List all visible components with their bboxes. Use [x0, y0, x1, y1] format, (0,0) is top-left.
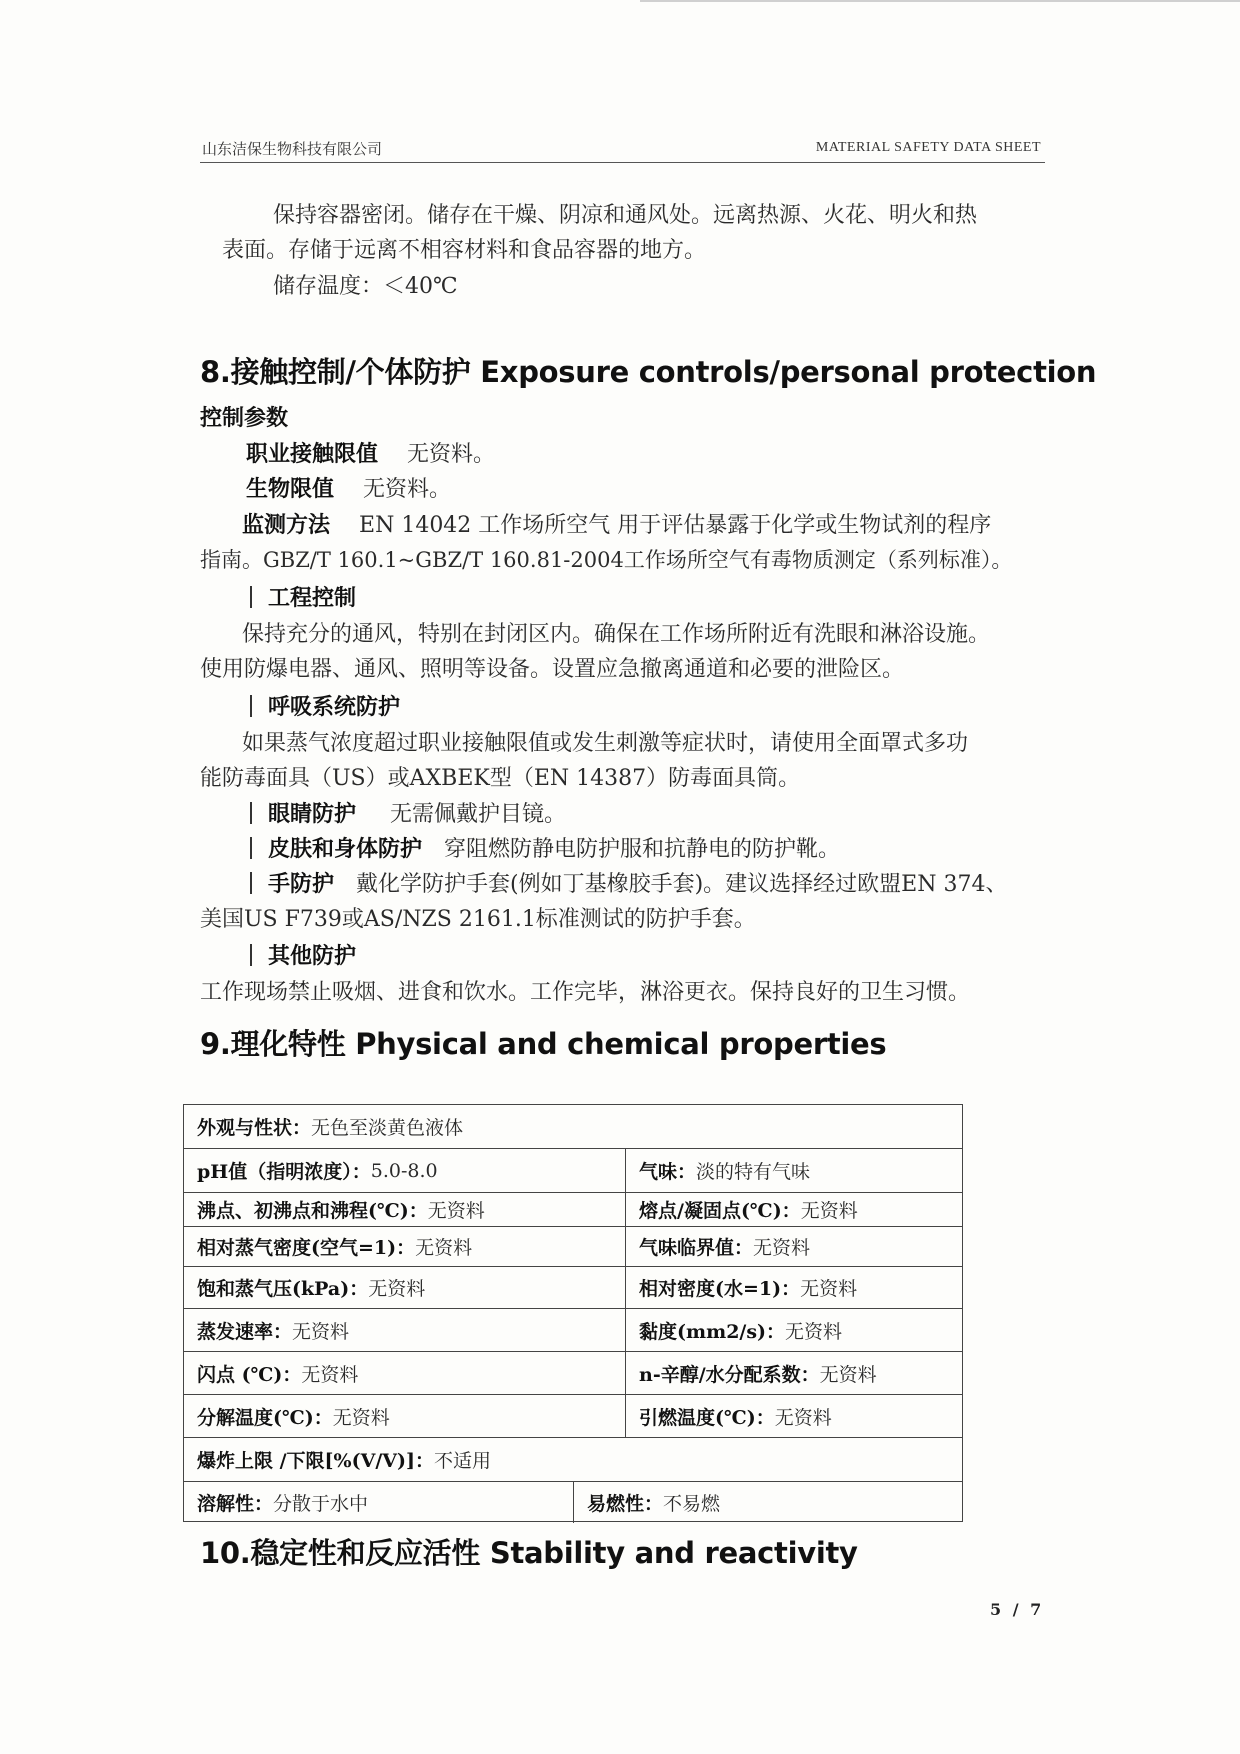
- skin-protection-value: 穿阻燃防静电防护服和抗静电的防护靴。: [444, 837, 841, 862]
- heading-bar: [250, 944, 252, 966]
- hand-protection-label: 手防护: [268, 871, 335, 897]
- respiratory-line-2: 能防毒面具（US）或AXBEK型（EN 14387）防毒面具筒。: [200, 766, 801, 791]
- oel-line: [246, 437, 495, 472]
- company-name: 山东洁保生物科技有限公司: [202, 140, 383, 158]
- evaporation-rate-cell: 蒸发速率： 无资料: [197, 1320, 350, 1343]
- flammability-cell: 易燃性： 不易燃: [573, 1482, 964, 1523]
- hand-protection-line-2: 美国US F739或AS/NZS 2161.1标准测试的防护手套。: [200, 907, 756, 932]
- eye-protection-label: 眼睛防护: [268, 801, 357, 827]
- heading-bar: [250, 802, 252, 824]
- hand-protection-line-1: [250, 867, 1007, 902]
- respiratory-label: 呼吸系统防护: [268, 694, 401, 720]
- monitor-line-1: [242, 508, 991, 543]
- storage-line-1: 保持容器密闭。储存在干燥、阴凉和通风处。远离热源、火花、明火和热: [273, 203, 978, 228]
- table-row: [184, 1351, 962, 1394]
- storage-line-2: 表面。存储于远离不相容材料和食品容器的地方。: [222, 238, 707, 263]
- flash-point-cell: 闪点 (℃)： 无资料: [197, 1363, 359, 1386]
- heading-bar: [250, 586, 252, 608]
- relative-density-cell: 相对密度(水=1)： 无资料: [625, 1267, 964, 1308]
- table-row: [184, 1192, 962, 1226]
- table-row: [184, 1148, 962, 1192]
- skin-protection-line: [250, 832, 840, 867]
- bio-value: 无资料。: [363, 477, 452, 502]
- ph-cell: pH值（指明浓度）： 5.0-8.0: [197, 1159, 438, 1183]
- monitor-line-2: 指南。GBZ/T 160.1~GBZ/T 160.81-2004工作场所空气有毒物质测定（系列标准）。: [200, 548, 1013, 572]
- vapor-pressure-cell: 饱和蒸气压(kPa)： 无资料: [197, 1278, 426, 1300]
- table-row: [184, 1266, 962, 1308]
- heading-bar: [250, 872, 252, 894]
- odor-threshold-cell: 气味临界值： 无资料: [625, 1227, 964, 1266]
- monitor-label: 监测方法: [242, 512, 331, 538]
- odor-cell: 气味： 淡的特有气味: [625, 1149, 964, 1192]
- ignition-temp-cell: 引燃温度(℃)： 无资料: [625, 1395, 964, 1437]
- scan-edge-line: [640, 0, 1240, 2]
- engineering-control-heading: [250, 581, 356, 616]
- other-protection-heading: [250, 939, 356, 974]
- section-9-heading: 9.理化特性 Physical and chemical properties: [200, 1027, 887, 1061]
- properties-table: [183, 1104, 963, 1522]
- bio-label: 生物限值: [246, 476, 335, 502]
- viscosity-cell: 黏度(mm2/s)： 无资料: [625, 1309, 964, 1351]
- engineering-line-2: 使用防爆电器、通风、照明等设备。设置应急撤离通道和必要的泄险区。: [200, 657, 905, 682]
- monitor-text-1: EN 14042 工作场所空气 用于评估暴露于化学或生物试剂的程序: [359, 513, 992, 538]
- other-protection-label: 其他防护: [268, 943, 357, 969]
- respiratory-heading: [250, 690, 400, 725]
- page-header: [200, 138, 1045, 163]
- hand-protection-text-1: 戴化学防护手套(例如丁基橡胶手套)。建议选择经过欧盟EN 374、: [356, 872, 1008, 897]
- storage-temperature: 储存温度：＜40℃: [273, 274, 458, 299]
- other-protection-text: 工作现场禁止吸烟、进食和饮水。工作完毕，淋浴更衣。保持良好的卫生习惯。: [200, 980, 971, 1005]
- melting-point-cell: 熔点/凝固点(℃)： 无资料: [625, 1193, 964, 1226]
- section-10-heading: 10.稳定性和反应活性 Stability and reactivity: [200, 1536, 858, 1570]
- engineering-control-label: 工程控制: [268, 585, 357, 611]
- decomposition-temp-cell: 分解温度(℃)： 无资料: [197, 1406, 390, 1429]
- partition-coefficient-cell: n-辛醇/水分配系数： 无资料: [625, 1352, 964, 1394]
- appearance-cell: 外观与性状： 无色至淡黄色液体: [197, 1117, 464, 1139]
- solubility-cell: 溶解性： 分散于水中: [197, 1493, 369, 1515]
- control-params-heading: 控制参数: [200, 405, 289, 431]
- section-8-heading: 8.接触控制/个体防护 Exposure controls/personal protection: [200, 355, 1097, 389]
- respiratory-line-1: 如果蒸气浓度超过职业接触限值或发生刺激等症状时，请使用全面罩式多功: [242, 731, 969, 756]
- engineering-line-1: 保持充分的通风，特别在封闭区内。确保在工作场所附近有洗眼和淋浴设施。: [242, 622, 991, 647]
- vapor-density-cell: 相对蒸气密度(空气=1)： 无资料: [197, 1237, 473, 1259]
- eye-protection-value: 无需佩戴护目镜。: [390, 802, 567, 827]
- oel-label: 职业接触限值: [246, 441, 379, 467]
- eye-protection-line: [250, 797, 566, 832]
- document-title: MATERIAL SAFETY DATA SHEET: [815, 140, 1041, 155]
- table-row: [184, 1481, 962, 1523]
- table-row: [184, 1105, 962, 1148]
- oel-value: 无资料。: [407, 442, 496, 467]
- skin-protection-label: 皮肤和身体防护: [268, 836, 423, 862]
- table-row: [184, 1226, 962, 1266]
- table-row: [184, 1437, 962, 1481]
- table-row: [184, 1308, 962, 1351]
- heading-bar: [250, 695, 252, 717]
- explosion-limit-cell: 爆炸上限 /下限[%(V/V)]： 不适用: [197, 1450, 492, 1472]
- page-number: 5 / 7: [990, 1600, 1045, 1619]
- bio-line: [246, 472, 451, 507]
- table-row: [184, 1394, 962, 1437]
- boiling-point-cell: 沸点、初沸点和沸程(℃)： 无资料: [197, 1200, 485, 1222]
- heading-bar: [250, 837, 252, 859]
